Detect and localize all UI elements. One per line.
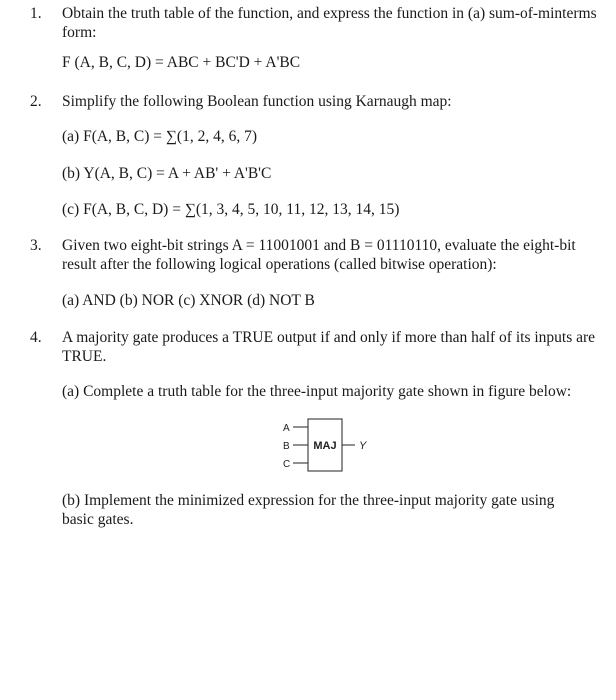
question-2-part-c: (c) F(A, B, C, D) = ∑(1, 3, 4, 5, 10, 11, 12, 13, 14, 15) bbox=[62, 201, 400, 218]
question-1-number: 1. bbox=[30, 5, 42, 22]
input-b-label: B bbox=[283, 441, 290, 452]
input-c-label: C bbox=[283, 459, 291, 470]
question-3 bbox=[30, 236, 600, 274]
question-1-text bbox=[30, 4, 600, 42]
majority-gate-diagram bbox=[280, 417, 380, 475]
majority-gate-figure bbox=[280, 417, 380, 475]
question-3-number: 3. bbox=[30, 237, 42, 254]
question-4-body: A majority gate produces a TRUE output if and only if more than half of its inputs are TRUE. bbox=[62, 329, 596, 365]
question-3-operations: (a) AND (b) NOR (c) XNOR (d) NOT B bbox=[62, 292, 315, 309]
question-4-number: 4. bbox=[30, 329, 42, 346]
output-y-label: Y bbox=[359, 440, 367, 452]
question-2-part-b: (b) Y(A, B, C) = A + AB' + A'B'C bbox=[62, 165, 272, 182]
question-1-body: Obtain the truth table of the function, and express the function in (a) sum-of-minterms form: bbox=[62, 5, 597, 41]
question-4-part-a: (a) Complete a truth table for the three-input majority gate shown in figure below: bbox=[62, 383, 572, 400]
question-2-text bbox=[30, 92, 600, 111]
gate-label: MAJ bbox=[313, 440, 337, 452]
question-2-part-a: (a) F(A, B, C) = ∑(1, 2, 4, 6, 7) bbox=[62, 128, 258, 145]
question-1-function: F (A, B, C, D) = ABC + BC'D + A'BC bbox=[62, 54, 301, 71]
question-4-text bbox=[30, 328, 600, 366]
question-3-text bbox=[30, 236, 600, 274]
input-a-label: A bbox=[283, 423, 290, 434]
question-4 bbox=[30, 328, 600, 366]
question-3-body: Given two eight-bit strings A = 11001001 and B = 01110110, evaluate the eight-bit result after the following logical operations (called bitwise operation): bbox=[62, 237, 576, 273]
question-2-body: Simplify the following Boolean function using Karnaugh map: bbox=[62, 93, 452, 110]
question-4-part-b: (b) Implement the minimized expression for the three-input majority gate using basic gates. bbox=[62, 492, 555, 528]
question-2-number: 2. bbox=[30, 93, 42, 110]
question-2 bbox=[30, 92, 600, 111]
question-1 bbox=[30, 4, 600, 42]
